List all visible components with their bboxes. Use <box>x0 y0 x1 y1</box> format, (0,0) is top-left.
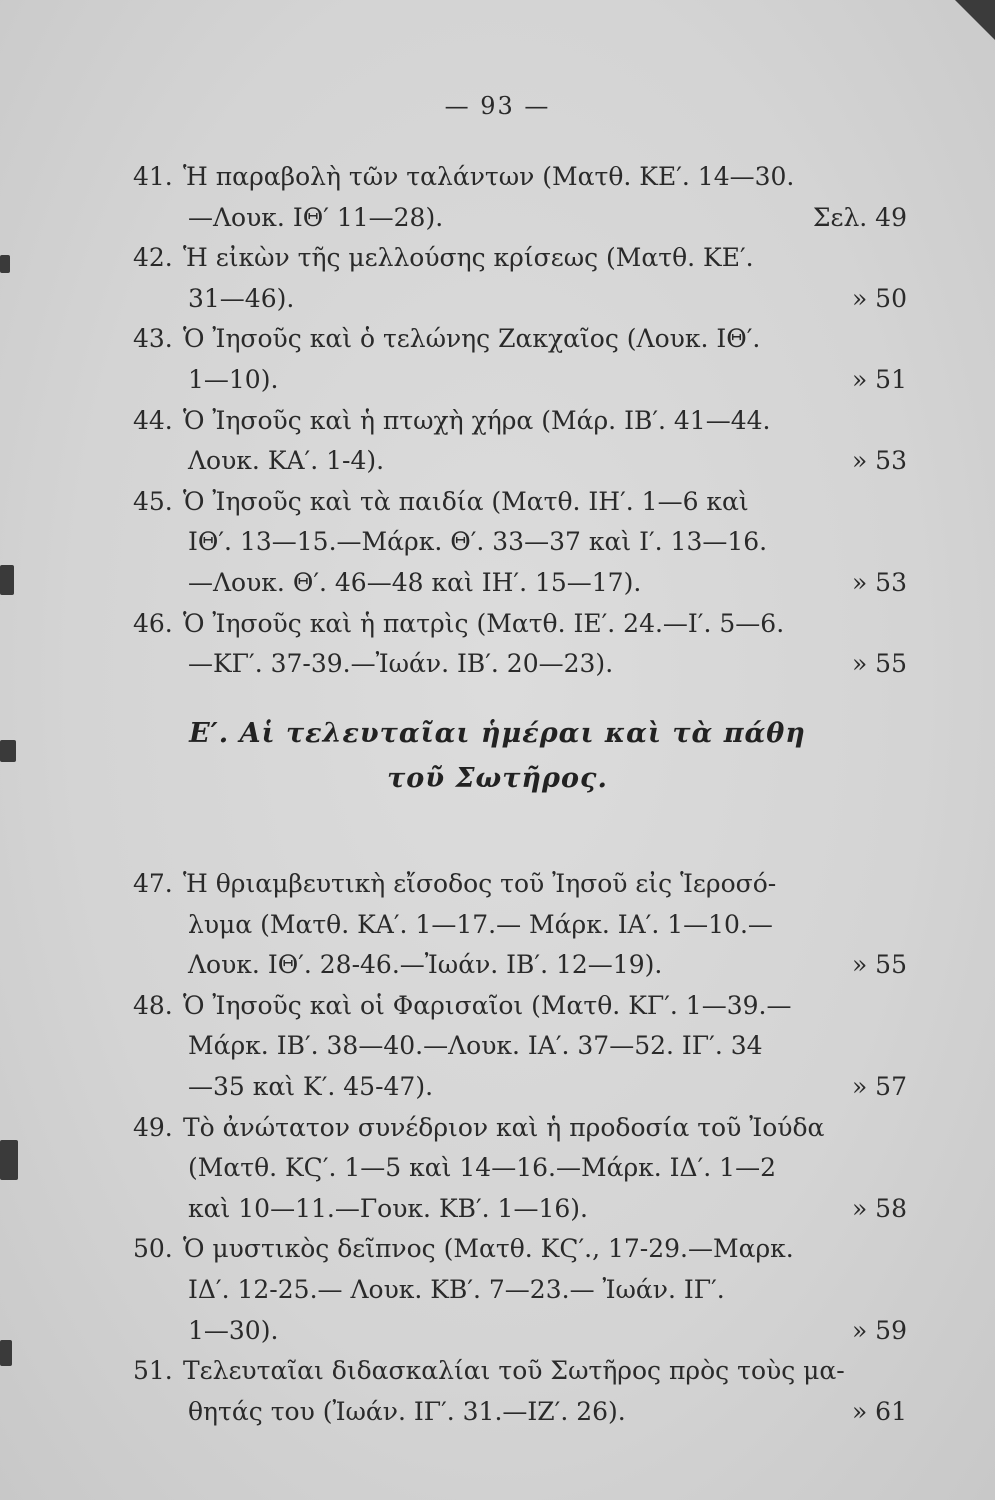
toc-entry-line <box>0 1108 995 1148</box>
entry-text: Ἡ εἰκὼν τῆς μελλούσης κρίσεως (Ματθ. ΚΕ′. <box>183 243 754 273</box>
entry-number: 46. <box>133 608 173 638</box>
entry-text: Τελευταῖαι διδασκαλίαι τοῦ Σωτῆρος πρὸς τοὺς μα- <box>183 1356 845 1386</box>
entry-text: Ὁ Ἰησοῦς καὶ ὁ τελώνης Ζακχαῖος (Λουκ. ΙΘ′. <box>183 324 761 354</box>
toc-entry-line <box>0 441 995 481</box>
entry-text: Λουκ. ΚΑ′. 1-4). <box>188 446 385 476</box>
toc-entry-line <box>0 319 995 359</box>
toc-entry-line <box>0 157 995 197</box>
toc-entry-line <box>0 401 995 441</box>
entry-number: 41. <box>133 162 173 191</box>
entry-text: —Λουκ. Θ′. 46—48 καὶ ΙΗ′. 15—17). <box>188 568 642 597</box>
toc-entry-line <box>0 1351 995 1391</box>
entry-text: —35 καὶ Κ′. 45-47). <box>188 1072 434 1101</box>
entry-text: Ἡ παραβολὴ τῶν ταλάντων (Ματθ. ΚΕ′. 14—30. <box>183 162 795 191</box>
toc-entry-line <box>0 1148 995 1188</box>
entry-page-ref: » 58 <box>851 1193 907 1223</box>
entry-text: 1—10). <box>188 365 279 394</box>
page-corner-shadow <box>955 0 995 40</box>
toc-entry-line <box>0 864 995 904</box>
entry-number: 44. <box>133 405 173 435</box>
entry-text: καὶ 10—11.—Γουκ. ΚΒ′. 1—16). <box>188 1193 588 1223</box>
toc-entry-line <box>0 1067 995 1107</box>
toc-entry-line <box>0 1189 995 1229</box>
toc-entry-line <box>0 360 995 400</box>
entry-text: ΙΘ′. 13—15.—Μάρκ. Θ′. 33—37 καὶ Ι′. 13—16. <box>188 527 768 557</box>
entry-page-ref: » 55 <box>851 950 907 980</box>
entry-text: Ἡ θριαμβευτικὴ εἴσοδος τοῦ Ἰησοῦ εἰς Ἱεροσό- <box>183 869 777 898</box>
entry-page-ref: » 50 <box>851 283 907 313</box>
entry-text: Τὸ ἀνώτατον συνέδριον καὶ ἡ προδοσία τοῦ Ἰούδα <box>183 1112 825 1142</box>
entry-number: 43. <box>133 324 173 354</box>
section-heading-line1: Ε′. Αἱ τελευταῖαι ἡμέραι καὶ τὰ πάθη <box>189 718 806 749</box>
entry-text: —Λουκ. ΙΘ′ 11—28). <box>188 202 444 232</box>
entry-number: 49. <box>133 1112 173 1142</box>
section-heading-line2: τοῦ Σωτῆρος. <box>387 763 608 794</box>
entry-text: —ΚΓ′. 37-39.—Ἰωάν. ΙΒ′. 20—23). <box>188 649 614 679</box>
entry-text: Ὁ Ἰησοῦς καὶ τὰ παιδία (Ματθ. ΙΗ′. 1—6 καὶ <box>183 486 749 516</box>
entry-number: 45. <box>133 486 173 516</box>
entry-page-ref: » 61 <box>851 1396 907 1426</box>
toc-entry-line <box>0 522 995 562</box>
toc-entry-line <box>0 1392 995 1432</box>
entry-page-ref: » 59 <box>851 1315 907 1345</box>
entry-number: 47. <box>133 869 173 898</box>
entry-text: 1—30). <box>188 1315 279 1345</box>
entry-text: Ὁ Ἰησοῦς καὶ ἡ πτωχὴ χήρα (Μάρ. ΙΒ′. 41—44. <box>183 405 771 435</box>
entry-page-ref: » 51 <box>851 365 907 394</box>
toc-entry-line <box>0 1311 995 1351</box>
entry-text: λυμα (Ματθ. ΚΑ′. 1—17.— Μάρκ. ΙΑ′. 1—10.— <box>188 909 773 939</box>
toc-entry-line <box>0 279 995 319</box>
toc-entry-line <box>0 945 995 985</box>
entry-page-ref: Σελ. 49 <box>812 202 907 232</box>
toc-entry-line <box>0 604 995 644</box>
entry-number: 51. <box>133 1356 173 1386</box>
entry-page-ref: » 55 <box>851 649 907 679</box>
entry-page-ref: » 53 <box>851 568 907 597</box>
entry-number: 50. <box>133 1234 173 1264</box>
entry-page-ref: » 53 <box>851 446 907 476</box>
entry-text: Ὁ Ἰησοῦς καὶ ἡ πατρὶς (Ματθ. ΙΕ′. 24.—Ι′. 5—6. <box>183 608 785 638</box>
toc-entry-line <box>0 644 995 684</box>
entry-text: 31—46). <box>188 283 295 313</box>
entry-text: (Ματθ. ΚϚ′. 1—5 καὶ 14—16.—Μάρκ. ΙΔ′. 1—2 <box>188 1153 776 1183</box>
toc-entry-line <box>0 905 995 945</box>
entry-text: Ὁ Ἰησοῦς καὶ οἱ Φαρισαῖοι (Ματθ. ΚΓ′. 1—39.— <box>183 990 792 1020</box>
toc-entry-line <box>0 198 995 238</box>
entry-text: Λουκ. ΙΘ′. 28-46.—Ἰωάν. ΙΒ′. 12—19). <box>188 950 663 980</box>
entry-text: θητάς του (Ἰωάν. ΙΓ′. 31.—ΙΖ′. 26). <box>188 1396 626 1426</box>
entry-number: 42. <box>133 243 173 273</box>
toc-entry-line <box>0 1270 995 1310</box>
toc-entry-line <box>0 1229 995 1269</box>
entry-text: Μάρκ. ΙΒ′. 38—40.—Λουκ. ΙΑ′. 37—52. ΙΓ′. 34 <box>188 1031 763 1061</box>
page-number: — 93 — <box>444 92 551 120</box>
toc-entry-line <box>0 482 995 522</box>
entry-number: 48. <box>133 990 173 1020</box>
toc-entry-line <box>0 1026 995 1066</box>
entry-page-ref: » 57 <box>851 1072 907 1101</box>
toc-entry-line <box>0 563 995 603</box>
toc-entry-line <box>0 238 995 278</box>
toc-entry-line <box>0 986 995 1026</box>
entry-text: ΙΔ′. 12-25.— Λουκ. ΚΒ′. 7—23.— Ἰωάν. ΙΓ′. <box>188 1275 725 1304</box>
entry-text: Ὁ μυστικὸς δεῖπνος (Ματθ. ΚϚ′., 17-29.—Μαρκ. <box>183 1234 794 1264</box>
